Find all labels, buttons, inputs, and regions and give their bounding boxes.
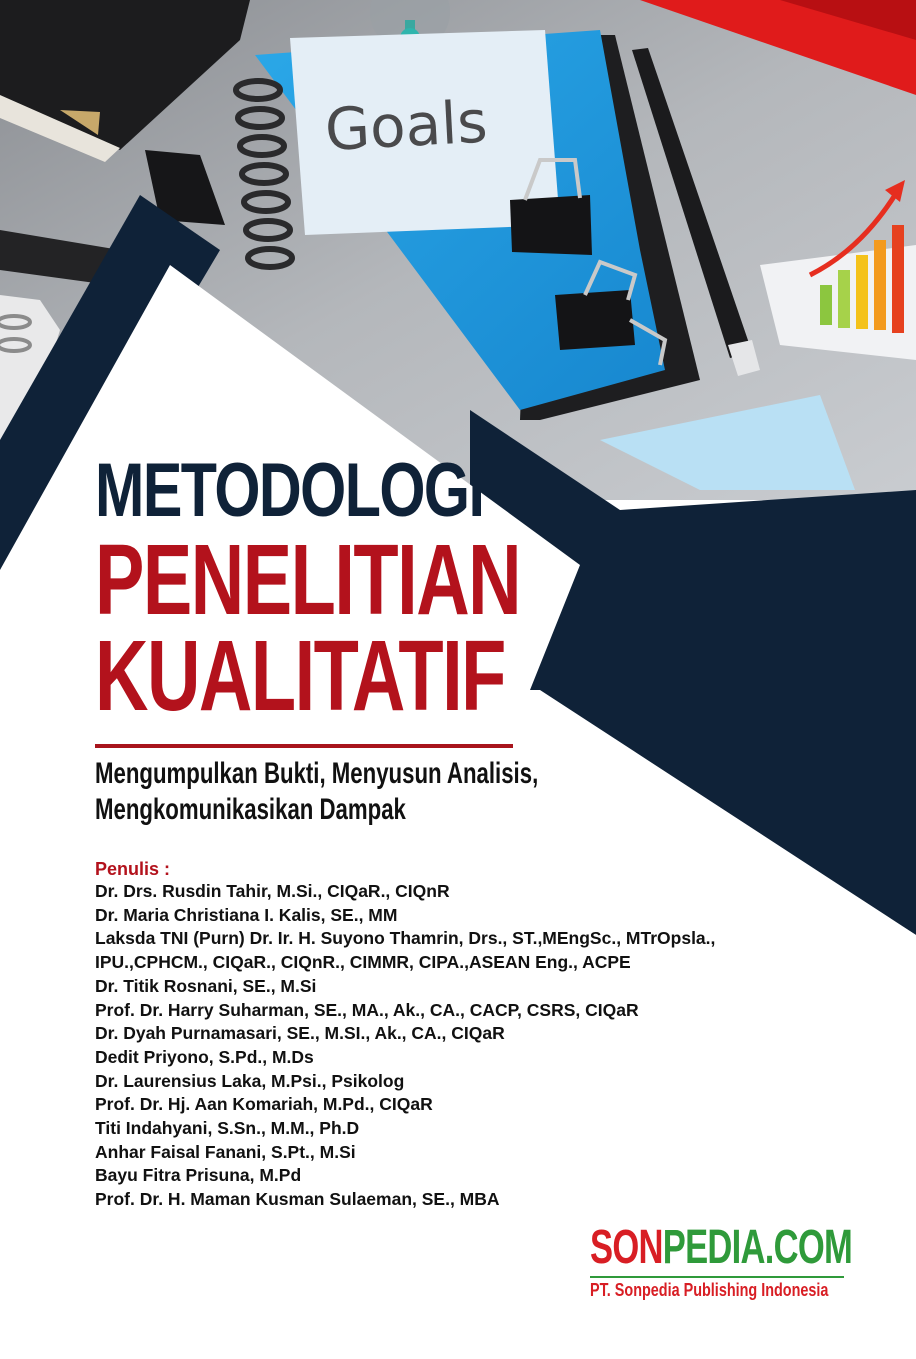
author-line: Anhar Faisal Fanani, S.Pt., M.Si (95, 1141, 356, 1162)
subtitle-line-1: Mengumpulkan Bukti, Menyusun Analisis, (95, 757, 539, 790)
author-line: Bayu Fitra Prisuna, M.Pd (95, 1165, 302, 1186)
author-line: Dr. Dyah Purnamasari, SE., M.SI., Ak., CA., CIQaR (95, 1023, 505, 1044)
publisher-logo (590, 1221, 853, 1302)
author-line: Prof. Dr. Hj. Aan Komariah, M.Pd., CIQaR (95, 1094, 433, 1115)
publisher-wordmark (590, 1221, 853, 1274)
author-line: Laksda TNI (Purn) Dr. Ir. H. Suyono Thamrin, Drs., ST.,MEngSc., MTrOpsla., (95, 928, 716, 949)
title-line-2: PENELITIAN (95, 524, 521, 636)
author-line: Dr. Titik Rosnani, SE., M.Si (95, 975, 317, 996)
publisher-name: PT. Sonpedia Publishing Indonesia (590, 1280, 829, 1300)
subtitle-line-2: Mengkomunikasikan Dampak (95, 793, 406, 826)
author-line: Dr. Laurensius Laka, M.Psi., Psikolog (95, 1070, 405, 1091)
author-line: Prof. Dr. H. Maman Kusman Sulaeman, SE., MBA (95, 1189, 500, 1210)
authors-label: Penulis : (95, 859, 171, 879)
author-line: Titi Indahyani, S.Sn., M.M., Ph.D (95, 1118, 360, 1139)
title-divider (95, 744, 513, 748)
author-line: Dr. Drs. Rusdin Tahir, M.Si., CIQaR., CIQnR (95, 881, 450, 901)
wordmark-son: SON (590, 1221, 663, 1274)
author-line: Prof. Dr. Harry Suharman, SE., MA., Ak., CA., CACP, CSRS, CIQaR (95, 999, 639, 1020)
subtitle (95, 756, 569, 828)
author-line: Dedit Priyono, S.Pd., M.Ds (95, 1046, 314, 1067)
wordmark-pedia: PEDIA.COM (662, 1221, 853, 1274)
title-line-1: METODOLOGI (95, 448, 484, 533)
sticky-note-goals: Goals (323, 87, 489, 164)
authors-section (95, 858, 895, 1212)
author-line: IPU.,CPHCM., CIQaR., CIQnR., CIMMR, CIPA.,ASEAN Eng., ACPE (95, 952, 631, 973)
author-line: Dr. Maria Christiana I. Kalis, SE., MM (95, 904, 398, 925)
title-line-3: KUALITATIF (95, 620, 505, 732)
title-block (95, 448, 615, 732)
